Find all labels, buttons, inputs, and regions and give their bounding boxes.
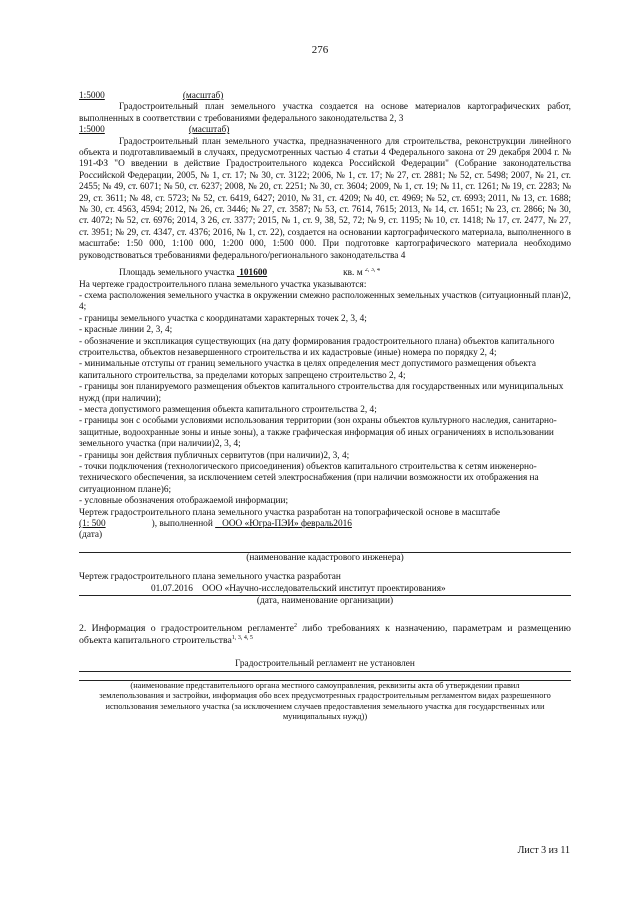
developed-row: [79, 584, 571, 595]
regulation-caption: (наименование представительного органа местного самоуправления, реквизиты акта об утверждении правил землепользования и застройки, информация обо всех предусмотренных градостроительным регламентом видах разрешенного использования земельного участка (за исключением случаев предоставления земельного участка для государственных или муниципальных нужд)): [99, 680, 551, 722]
developed-date: 01.07.2016: [151, 583, 193, 594]
date-label: (дата): [79, 530, 103, 541]
area-footnote: 2, 3, 4: [364, 268, 380, 274]
list-item: - точки подключения (технологического присоединения) объектов капитального строительства к сетям инженерно-технического обеспечения, за исключением сетей электроснабжения (при наличии возможности их отображения на ситуационном плане)6;: [79, 462, 539, 495]
paragraph-cartographic: Градостроительный план земельного участка создается на основе материалов картографических работ, выполненных в соответствии с требованиями федерального законодательства 2, 3: [79, 102, 571, 124]
area-label: Площадь земельного участка: [119, 268, 235, 279]
list-item: - места допустимого размещения объекта капитального строительства 2, 4;: [79, 404, 377, 415]
scale-row-1: [79, 91, 571, 102]
scale-value-2: 1:5000: [79, 125, 105, 136]
area-row: [79, 268, 571, 279]
topo-organization: ООО «Югра-ПЭИ» февраль2016: [222, 519, 352, 530]
topo-text: Чертеж градостроительного плана земельного участка разработан на топографической основе в масштабе: [79, 507, 501, 518]
paragraph-linear-object: Градостроительный план земельного участка, предназначенного для строительства, реконструкции линейного объекта и подготавливаемый в случаях, предусмотренных частью 4 статьи 4 Федерального закона от 29 декабря 2004 г. № 191-ФЗ "О введении в действие Градостроительного кодекса Российской Федерации" (Собрание законодательства Российской Федерации, 2005, № 1, ст. 17; № 30, ст. 3122; 2006, № 1, ст. 17; № 27, ст. 2881; № 52, ст. 5498; 2007, № 21, ст. 2455; № 49, ст. 6071; № 50, ст. 6237; 2008, № 20, ст. 2251; № 30, ст. 3604; 2009, № 1, ст. 19; № 11, ст. 1261; № 19, ст. 2283; № 29, ст. 3611; № 48, ст. 5723; № 52, ст. 6419, 6427; 2010, № 31, ст. 4209; № 40, ст. 4969; № 52, ст. 6993; 2011, № 13, ст. 1688; № 30, ст. 4563, 4594; 2012, № 26, ст. 3446; № 27, ст. 3587; № 53, ст. 7614, 7615; 2013, № 14, ст. 1651; № 23, ст. 2866; № 30, ст. 4072; № 52, ст. 6976; 2014, 3 26, ст. 3377; 2015, № 1, ст. 9, 38, 52, 72; № 9, ст. 1195; № 10, ст. 1418; № 17, ст. 2477, № 27, ст. 3951; № 29, ст. 4347, ст. 4376; 2016, № 1, ст. 22), создается на основании картографического материала, выполненного в масштабе: 1:50 000, 1:100 000, 1:200 000, 1:500 000. При подготовке картографического материала необходимо руководствоваться требованиями федерального/регионального законодательства 4: [79, 136, 571, 261]
topo-scale: (1: 500: [79, 519, 106, 530]
area-unit: кв. м: [343, 268, 363, 279]
list-item: - схема расположения земельного участка в окружении смежно расположенных земельных участков (ситуационный план)2, 4;: [79, 290, 571, 313]
list-item: - красные линии 2, 3, 4;: [79, 325, 173, 336]
list-item: - границы зон планируемого размещения объектов капитального строительства для государственных или муниципальных нужд (при наличии);: [79, 382, 564, 404]
topo-row: [79, 519, 571, 530]
scale-label-2: (масштаб): [188, 125, 230, 136]
list-item: - минимальные отступы от границ земельного участка в целях определения мест допустимого размещения объекта капитального строительства, за пределами которых запрещено строительство 2, 4;: [79, 359, 536, 381]
scale-value-1: 1:5000: [79, 91, 105, 101]
scale-row-2: [79, 125, 571, 136]
scale-label-1: (масштаб): [182, 91, 224, 101]
list-item: - обозначение и экспликация существующих (на дату формирования градостроительного плана) объектов капитального строительства, объектов незавершенного строительства и их кадастровые (иные) номера по порядку 2, 4;: [79, 336, 555, 358]
topo-executed: ), выполненной: [151, 519, 213, 530]
developed-organization: ООО «Научно-исследовательский институт проектирования»: [202, 583, 446, 594]
list-item: - границы зон действия публичных сервитутов (при наличии)2, 3, 4;: [79, 450, 350, 461]
developed-text: Чертеж градостроительного плана земельного участка разработан: [79, 572, 341, 583]
section-2-heading: 2. Информация о градостроительном регламенте$^2$ либо требованиях к назначению, параметрам и размещению объекта капитального строительства$^{1, 3, 4, 5}$: [79, 623, 572, 647]
drawing-items-list: [79, 291, 571, 508]
drawing-intro: На чертеже градостроительного плана земельного участка указываются:: [79, 279, 367, 290]
regulation-value: Градостроительный регламент не установлен: [235, 659, 415, 670]
list-item: - границы земельного участка с координатами характерных точек 2, 3, 4;: [79, 313, 367, 324]
list-item: - границы зон с особыми условиями использования территории (зон охраны объектов культурного наследия, санитарно-защитные, водоохранные зоны и иные зоны), а также графическая информация об иных ограничениях в использовании земельного участка (при наличии)2, 3, 4;: [79, 416, 557, 450]
developed-caption: (дата, наименование организации): [256, 596, 394, 607]
list-item: - условные обозначения отображаемой информации;: [79, 496, 289, 507]
sheet-number: Лист 3 из 11: [517, 845, 570, 856]
document-body: [79, 91, 571, 723]
area-value: 101600: [239, 268, 268, 279]
engineer-caption: (наименование кадастрового инженера): [246, 552, 404, 563]
page-number: 276: [311, 44, 329, 56]
